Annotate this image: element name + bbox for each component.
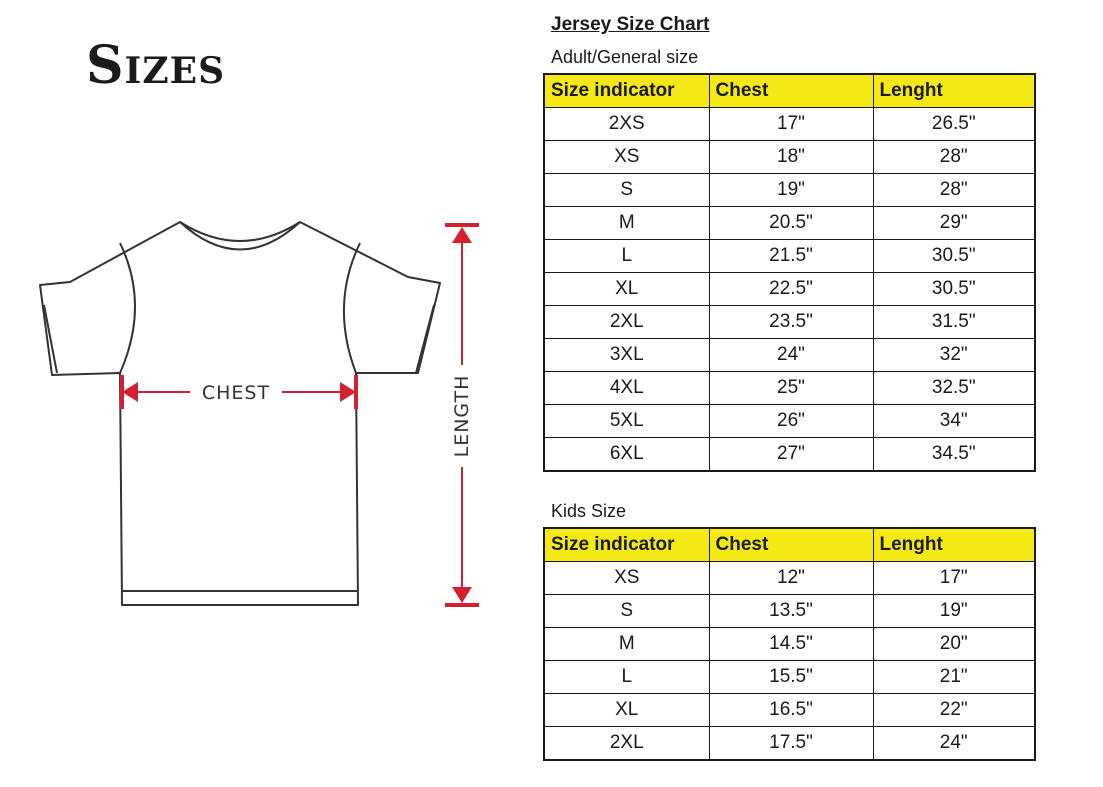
left-armhole-seam [120,243,135,373]
table-row [544,595,1035,628]
length-cell: 31.5" [873,306,1035,339]
length-measurement [445,223,479,607]
table-row [544,306,1035,339]
header-chest: Chest [709,528,873,562]
adult-table-body [544,108,1035,472]
size-cell: XL [544,273,709,306]
chest-cell: 13.5" [709,595,873,628]
adult-header-row [544,74,1035,108]
header-size-indicator: Size indicator [544,528,709,562]
length-label: LENGTH [451,374,473,458]
length-cell: 28" [873,174,1035,207]
kids-size-table [543,527,1036,761]
table-row [544,694,1035,727]
size-cell: 2XL [544,727,709,761]
length-cell: 21" [873,661,1035,694]
chest-cell: 15.5" [709,661,873,694]
table-row [544,628,1035,661]
kids-table-body [544,562,1035,761]
table-row [544,174,1035,207]
chest-cell: 14.5" [709,628,873,661]
chest-cell: 27" [709,438,873,472]
chart-title: Jersey Size Chart [551,14,710,35]
length-cell: 34" [873,405,1035,438]
table-row [544,372,1035,405]
length-arrow-bottom-icon [452,587,472,603]
length-arrow-top-icon [452,227,472,243]
table-row [544,405,1035,438]
size-cell: S [544,174,709,207]
size-cell: M [544,207,709,240]
length-cell: 34.5" [873,438,1035,472]
size-cell: XL [544,694,709,727]
length-cell: 26.5" [873,108,1035,141]
table-row [544,727,1035,761]
chest-cell: 17" [709,108,873,141]
chest-label: CHEST [201,382,271,404]
length-cell: 32" [873,339,1035,372]
table-row [544,339,1035,372]
length-cell: 30.5" [873,273,1035,306]
size-cell: XS [544,141,709,174]
length-cell: 17" [873,562,1035,595]
header-length: Lenght [873,528,1035,562]
chest-cell: 19" [709,174,873,207]
size-cell: 2XS [544,108,709,141]
adult-size-table [543,73,1036,472]
size-cell: L [544,240,709,273]
length-cell: 29" [873,207,1035,240]
chest-cell: 24" [709,339,873,372]
chest-arrow-right-icon [340,382,356,402]
table-row [544,438,1035,472]
table-row [544,562,1035,595]
tshirt-diagram [30,205,500,625]
chest-cell: 20.5" [709,207,873,240]
length-cell: 22" [873,694,1035,727]
length-cell: 24" [873,727,1035,761]
chest-cell: 12" [709,562,873,595]
size-cell: 4XL [544,372,709,405]
table-row [544,240,1035,273]
size-cell: M [544,628,709,661]
chest-cell: 26" [709,405,873,438]
size-cell: XS [544,562,709,595]
chest-cell: 21.5" [709,240,873,273]
size-cell: L [544,661,709,694]
chest-cell: 22.5" [709,273,873,306]
chest-cell: 17.5" [709,727,873,761]
size-cell: 2XL [544,306,709,339]
chest-cell: 18" [709,141,873,174]
length-cell: 30.5" [873,240,1035,273]
length-cell: 32.5" [873,372,1035,405]
table-row [544,108,1035,141]
header-chest: Chest [709,74,873,108]
tshirt-outline [40,222,440,605]
kids-header-row [544,528,1035,562]
size-cell: 3XL [544,339,709,372]
tshirt-collar [180,222,300,250]
page-title: Sizes [86,35,226,96]
chest-arrow-left-icon [122,382,138,402]
adult-section-label: Adult/General size [551,47,699,67]
table-row [544,273,1035,306]
table-row [544,207,1035,240]
length-cell: 19" [873,595,1035,628]
chest-measurement [120,375,358,409]
table-row [544,661,1035,694]
kids-section-label: Kids Size [551,501,627,521]
length-cell: 28" [873,141,1035,174]
length-cell: 20" [873,628,1035,661]
chest-cell: 25" [709,372,873,405]
header-length: Lenght [873,74,1035,108]
size-cell: S [544,595,709,628]
header-size-indicator: Size indicator [544,74,709,108]
right-armhole-seam [344,243,360,373]
size-cell: 6XL [544,438,709,472]
chest-cell: 16.5" [709,694,873,727]
table-row [544,141,1035,174]
right-sleeve-hem [416,305,434,373]
chest-cell: 23.5" [709,306,873,339]
size-cell: 5XL [544,405,709,438]
